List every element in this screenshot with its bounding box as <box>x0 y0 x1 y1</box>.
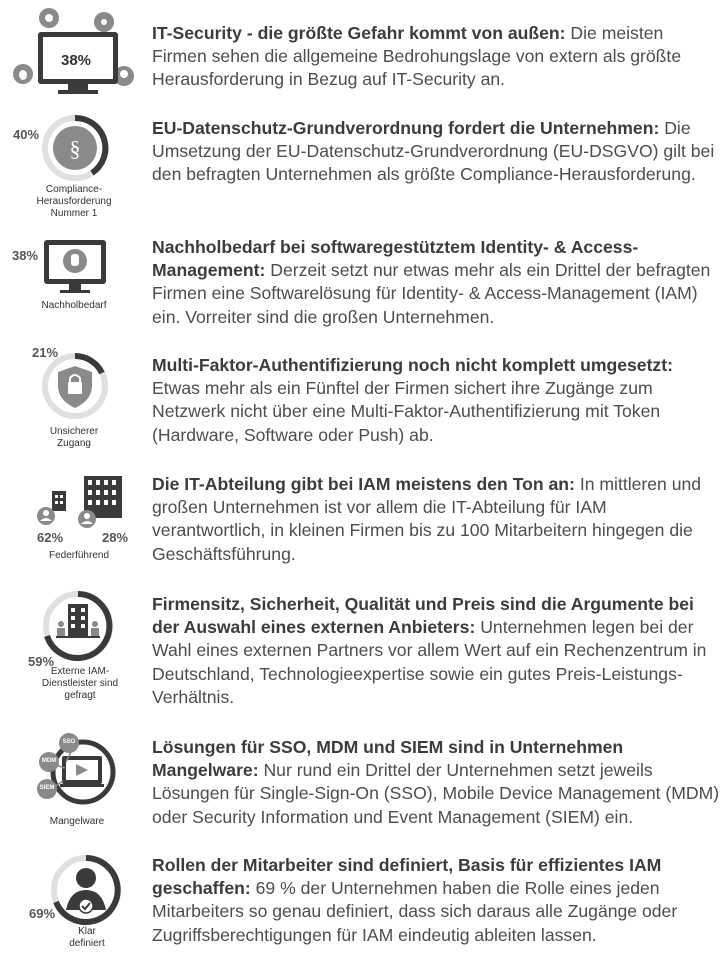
item-body: Etwas mehr als ein Fünftel der Firmen sichert ihre Zugänge zum Netzwerk nicht über eine Multi-Faktor-Authentifizierung mit Token (Hardware, Software oder Push) ab. <box>152 378 661 445</box>
item-text: EU-Datenschutz-Grundverordnung fordert die Unternehmen: Die Umsetzung der EU-Datenschutz-Grundverordnung (EU-DSGVO) gilt bei den befragten Unternehmen als größte Compliance-Herausforderung. <box>152 118 715 185</box>
svg-text:§: § <box>69 136 81 161</box>
percentage-label: 38% <box>61 52 92 69</box>
monitor-hand-icon <box>0 228 140 338</box>
item-body: Die Umsetzung der EU-Datenschutz-Grundverordnung (EU-DSGVO) gilt bei den befragten Unternehmen als größte Compliance-Herausforderung. <box>152 118 715 185</box>
percentage-label: 40% <box>13 127 40 142</box>
item-icon-area <box>0 728 140 838</box>
item-icon-area <box>0 464 140 574</box>
item-title: EU-Datenschutz-Grundverordnung fordert die Unternehmen <box>152 118 654 138</box>
percentage-label: 69% <box>29 906 56 921</box>
item-title: Nachholbedarf bei softwaregestütztem Identity- & Access-Management <box>152 237 639 281</box>
item-body: Die meisten Firmen sehen die allgemeine Bedrohungslage von extern als größte Herausforderung in Bezug auf IT-Security an. <box>152 23 682 90</box>
item-text: Nachholbedarf bei softwaregestütztem Identity- & Access-Management: Derzeit setzt nur etwas mehr als ein Drittel der befragten Firmen eine Softwarelösung für Identity- & Access-Management (IAM) ein. Vorreiter sind die großen Unternehmen. <box>152 237 711 327</box>
item-text <box>152 736 722 829</box>
caption: Externe IAM-Dienstleister sind gefragt <box>41 666 119 701</box>
item-title: Die IT-Abteilung gibt bei IAM meistens den Ton an <box>152 474 570 494</box>
item-body: 69 % der Unternehmen haben die Rolle eines jeden Mitarbeiters so genau definiert, dass sich daraus alle Zugänge oder Zugriffsberechtigungen für IAM eindeutig ableiten lassen. <box>152 878 678 945</box>
caption: Federführend <box>48 550 110 561</box>
caption: Mangelware <box>49 816 105 827</box>
caption: Unsicherer Zugang <box>49 426 99 449</box>
sso-label: SSO <box>62 739 76 745</box>
item-text: Die IT-Abteilung gibt bei IAM meistens den Ton an: In mittleren und großen Unternehmen ist vor allem die IT-Abteilung für IAM verantwortlich, in kleinen Firmen bis zu 100 Mitarbeitern hingegen die Geschäftsführung. <box>152 474 702 564</box>
item-body: Nur rund ein Drittel der Unternehmen setzt jeweils Lösungen für Single-Sign-On (SSO), Mobile Device Management (MDM) oder Security Information und Event Management (SIEM) ein. <box>152 760 720 827</box>
item-body: Unternehmen legen bei der Wahl eines externen Partners vor allem Wert auf ein Rechenzentrum in Deutschland, Technologieexpertise sowie ein gutes Preis-Leistungs-Verhältnis. <box>152 617 707 707</box>
percentage-label: 38% <box>12 248 39 263</box>
item-icon-area <box>0 0 140 110</box>
item-title: Rollen der Mitarbeiter sind definiert, Basis für effizientes IAM geschaffen: <box>152 855 662 899</box>
item-text <box>152 593 722 709</box>
caption: Klar definiert <box>69 926 105 949</box>
item-title: Lösungen für SSO, MDM und SIEM sind in Unternehmen Mangelware: <box>152 737 624 781</box>
percentage-label: 21% <box>32 345 59 360</box>
percentage-label: 62% <box>37 530 64 545</box>
item-icon-area <box>0 228 140 338</box>
mdm-label: MDM <box>41 758 57 764</box>
item-icon-area <box>0 586 140 701</box>
percentage-label: 59% <box>28 654 55 669</box>
item-icon-area <box>0 340 140 450</box>
caption: Compliance-Herausforderung Nummer 1 <box>36 184 112 219</box>
item-text: IT-Security - die größte Gefahr kommt von außen: Die meisten Firmen sehen die allgemeine Bedrohungslage von extern als größte Herausforderung in Bezug auf IT-Security an. <box>152 23 682 90</box>
item-text <box>152 354 722 447</box>
item-icon-area <box>0 112 140 222</box>
item-body: Derzeit setzt nur etwas mehr als ein Drittel der befragten Firmen eine Softwarelösung für Identity- & Access-Management (IAM) ein. Vorreiter sind die großen Unternehmen. <box>152 260 711 327</box>
percentage-label: 28% <box>102 530 129 545</box>
item-title: IT-Security - die größte Gefahr kommt von außen <box>152 23 560 43</box>
item-icon-area <box>0 846 140 956</box>
item-title: Firmensitz, Sicherheit, Qualität und Preis sind die Argumente bei der Auswahl eines externen Anbieters: <box>152 594 694 638</box>
siem-label: SIEM <box>39 785 55 791</box>
item-text <box>152 854 722 947</box>
item-title: Multi-Faktor-Authentifizierung noch nicht komplett umgesetzt: <box>152 355 673 375</box>
caption: Nachholbedarf <box>41 300 107 311</box>
item-body: In mittleren und großen Unternehmen ist vor allem die IT-Abteilung für IAM verantwortlich, in kleinen Firmen bis zu 100 Mitarbeitern hingegen die Geschäftsführung. <box>152 474 702 564</box>
